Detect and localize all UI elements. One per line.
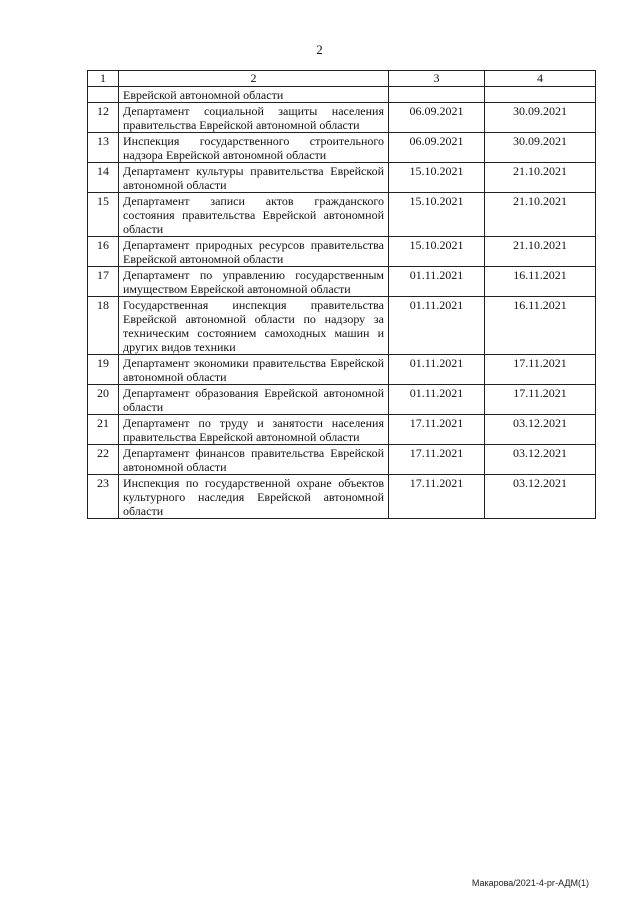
footer-document-code: Макарова/2021-4-рг-АДМ(1): [471, 878, 589, 888]
row-number-cell: 14: [88, 163, 119, 193]
row-end-date-cell: 21.10.2021: [485, 193, 596, 237]
row-department-cell: Департамент культуры правительства Еврейской автономной области: [119, 163, 389, 193]
row-number-cell: 22: [88, 445, 119, 475]
row-department-cell: Департамент экономики правительства Еврейской автономной области: [119, 355, 389, 385]
row-number-cell: 16: [88, 237, 119, 267]
header-cell-start-date: 3: [389, 71, 485, 87]
table-row: [88, 193, 596, 237]
row-department-cell: Департамент записи актов гражданского состояния правительства Еврейской автономной области: [119, 193, 389, 237]
row-number-cell: 23: [88, 475, 119, 519]
continuation-num-cell: [88, 87, 119, 103]
row-department-cell: Департамент природных ресурсов правительства Еврейской автономной области: [119, 237, 389, 267]
row-number-cell: 21: [88, 415, 119, 445]
table-row: [88, 297, 596, 355]
row-number-cell: 12: [88, 103, 119, 133]
table-row: [88, 237, 596, 267]
row-start-date-cell: 01.11.2021: [389, 297, 485, 355]
row-start-date-cell: 01.11.2021: [389, 385, 485, 415]
row-end-date-cell: 30.09.2021: [485, 103, 596, 133]
header-cell-number: 1: [88, 71, 119, 87]
row-end-date-cell: 03.12.2021: [485, 415, 596, 445]
row-department-cell: Инспекция государственного строительного надзора Еврейской автономной области: [119, 133, 389, 163]
row-number-cell: 15: [88, 193, 119, 237]
row-end-date-cell: 17.11.2021: [485, 355, 596, 385]
table-header-row: [88, 71, 596, 87]
table-row: [88, 475, 596, 519]
table-row: [88, 103, 596, 133]
table-row: [88, 267, 596, 297]
header-cell-name: 2: [119, 71, 389, 87]
row-end-date-cell: 03.12.2021: [485, 445, 596, 475]
table-row: [88, 385, 596, 415]
row-start-date-cell: 15.10.2021: [389, 163, 485, 193]
row-end-date-cell: 21.10.2021: [485, 163, 596, 193]
row-end-date-cell: 30.09.2021: [485, 133, 596, 163]
continuation-start-cell: [389, 87, 485, 103]
row-department-cell: Государственная инспекция правительства Еврейской автономной области по надзору за техническим состоянием самоходных машин и других видов техники: [119, 297, 389, 355]
header-cell-end-date: 4: [485, 71, 596, 87]
row-end-date-cell: 21.10.2021: [485, 237, 596, 267]
row-number-cell: 19: [88, 355, 119, 385]
row-end-date-cell: 16.11.2021: [485, 297, 596, 355]
row-number-cell: 13: [88, 133, 119, 163]
table-row: [88, 355, 596, 385]
row-start-date-cell: 17.11.2021: [389, 445, 485, 475]
table-row: [88, 415, 596, 445]
page-number: 2: [316, 42, 323, 57]
table-row: [88, 163, 596, 193]
schedule-table: [87, 70, 596, 519]
row-department-cell: Департамент образования Еврейской автономной области: [119, 385, 389, 415]
table-row: [88, 445, 596, 475]
row-department-cell: Департамент по управлению государственным имуществом Еврейской автономной области: [119, 267, 389, 297]
row-start-date-cell: 15.10.2021: [389, 193, 485, 237]
row-department-cell: Департамент социальной защиты населения правительства Еврейской автономной области: [119, 103, 389, 133]
row-start-date-cell: 01.11.2021: [389, 355, 485, 385]
row-department-cell: Инспекция по государственной охране объектов культурного наследия Еврейской автономной области: [119, 475, 389, 519]
table-row: [88, 133, 596, 163]
row-start-date-cell: 15.10.2021: [389, 237, 485, 267]
row-end-date-cell: 17.11.2021: [485, 385, 596, 415]
row-start-date-cell: 01.11.2021: [389, 267, 485, 297]
table-continuation-row: [88, 87, 596, 103]
row-end-date-cell: 16.11.2021: [485, 267, 596, 297]
row-start-date-cell: 06.09.2021: [389, 103, 485, 133]
row-start-date-cell: 17.11.2021: [389, 415, 485, 445]
row-department-cell: Департамент по труду и занятости населения правительства Еврейской автономной области: [119, 415, 389, 445]
row-number-cell: 18: [88, 297, 119, 355]
row-department-cell: Департамент финансов правительства Еврейской автономной области: [119, 445, 389, 475]
continuation-name-cell: Еврейской автономной области: [119, 87, 389, 103]
continuation-end-cell: [485, 87, 596, 103]
row-start-date-cell: 17.11.2021: [389, 475, 485, 519]
row-number-cell: 17: [88, 267, 119, 297]
row-start-date-cell: 06.09.2021: [389, 133, 485, 163]
row-end-date-cell: 03.12.2021: [485, 475, 596, 519]
row-number-cell: 20: [88, 385, 119, 415]
